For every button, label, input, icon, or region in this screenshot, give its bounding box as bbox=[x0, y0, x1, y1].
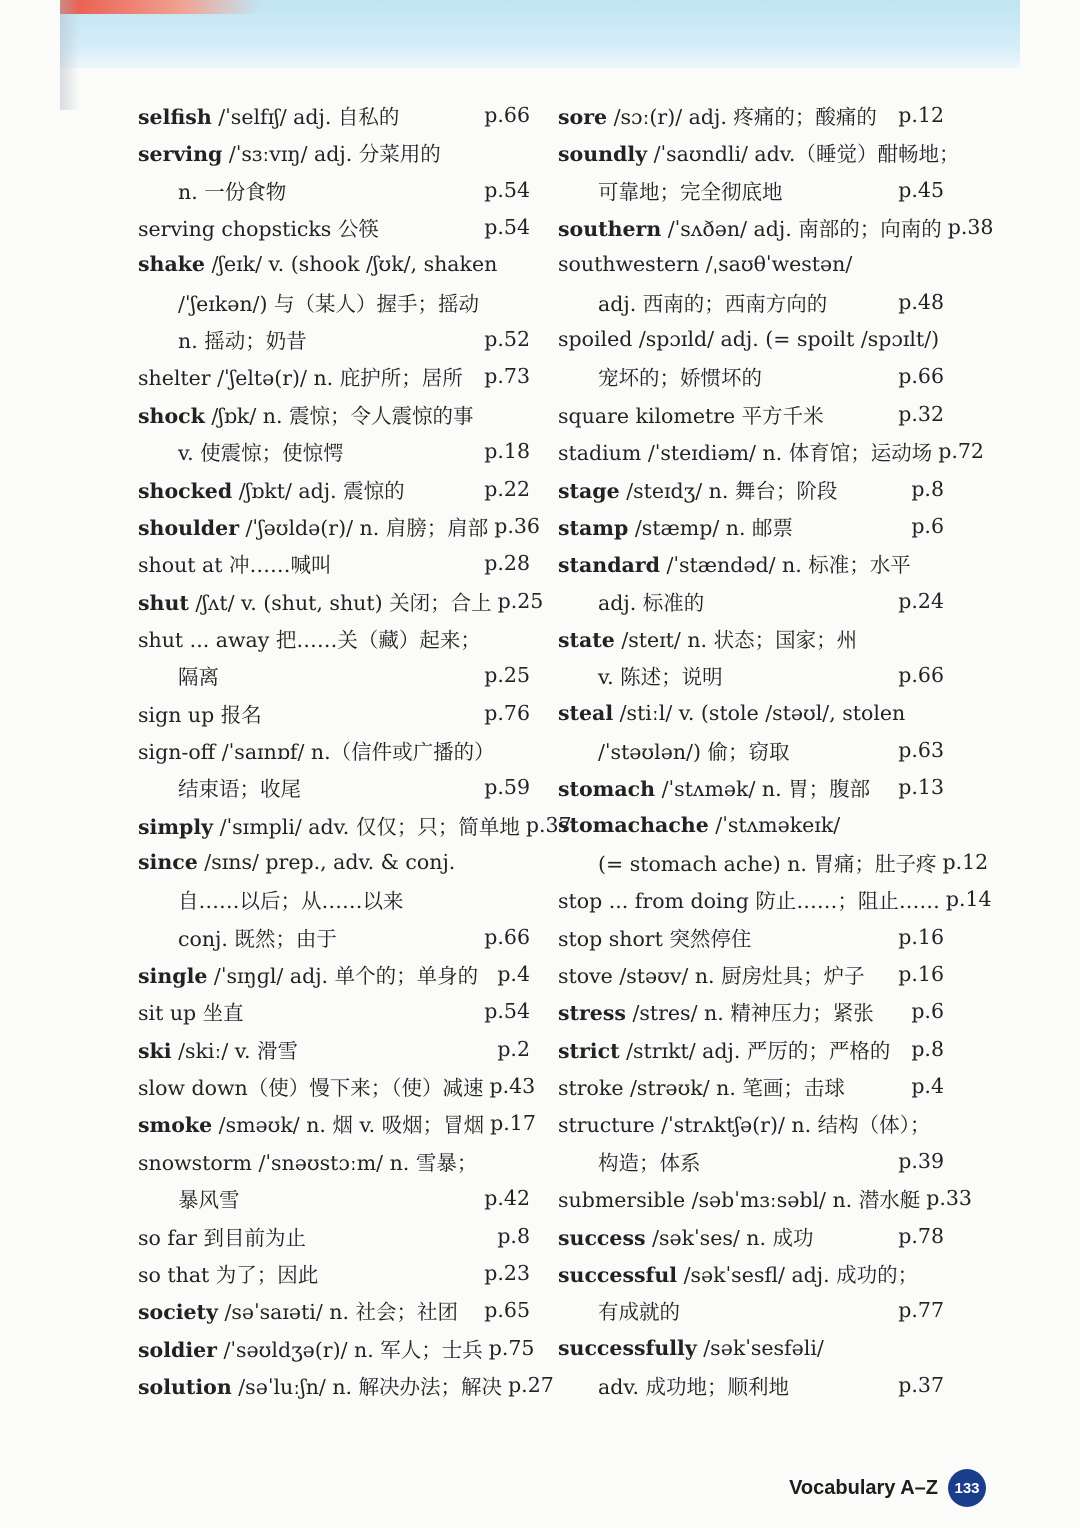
vocab-line bbox=[558, 210, 994, 244]
page-ref: p.4 bbox=[911, 1074, 944, 1099]
definition: shelter /ˈʃeltə(r)/ n. 庇护所；居所 bbox=[138, 366, 463, 391]
entry-text bbox=[138, 772, 301, 802]
page-ref: p.48 bbox=[898, 289, 944, 314]
page-ref: p.16 bbox=[898, 962, 944, 987]
page-ref: p.66 bbox=[898, 663, 944, 688]
vocab-line bbox=[558, 322, 944, 356]
headword: ski bbox=[138, 1038, 172, 1063]
vocab-line bbox=[138, 957, 530, 991]
definition: 暴风雪 bbox=[178, 1188, 240, 1213]
vocab-line bbox=[138, 621, 530, 655]
entry-text bbox=[558, 212, 942, 242]
definition: /səˈluːʃn/ n. 解决办法；解决 bbox=[231, 1374, 503, 1399]
headword: shocked bbox=[138, 478, 233, 503]
vocab-line bbox=[558, 98, 944, 132]
page-ref: p.54 bbox=[484, 999, 530, 1024]
definition: slow down（使）慢下来；（使）减速 bbox=[138, 1076, 484, 1101]
page-ref: p.4 bbox=[497, 962, 530, 987]
page-ref: p.66 bbox=[484, 924, 530, 949]
entry-text bbox=[138, 474, 405, 504]
definition: /steɪdʒ/ n. 舞台；阶段 bbox=[619, 478, 838, 503]
page-ref: p.54 bbox=[484, 215, 530, 240]
definition: 隔离 bbox=[178, 665, 219, 690]
page-ref: p.18 bbox=[484, 439, 530, 464]
entry-text bbox=[558, 474, 837, 504]
vocab-line bbox=[558, 845, 989, 879]
definition: /strɪkt/ adj. 严厉的；严格的 bbox=[619, 1038, 891, 1063]
entry-text bbox=[558, 327, 939, 351]
definition: adj. 标准的 bbox=[598, 590, 705, 615]
vocab-line bbox=[558, 434, 984, 468]
page-ref: p.72 bbox=[938, 439, 984, 464]
vocab-line bbox=[558, 1256, 944, 1290]
entry-text bbox=[558, 436, 932, 466]
definition: shout at 冲……喊叫 bbox=[138, 553, 332, 578]
page-ref: p.27 bbox=[508, 1372, 554, 1397]
definition: /ˈsɜːvɪŋ/ adj. 分菜用的 bbox=[222, 142, 441, 167]
vocab-line bbox=[138, 584, 544, 618]
entry-text bbox=[558, 623, 857, 653]
definition: /ˈselfɪʃ/ adj. 自私的 bbox=[211, 105, 400, 129]
vocab-line bbox=[138, 509, 540, 543]
entry-text bbox=[138, 1295, 458, 1325]
page-ref: p.22 bbox=[484, 476, 530, 501]
headword: shoulder bbox=[138, 515, 239, 540]
definition: /səkˈsesfəli/ bbox=[696, 1335, 824, 1360]
vocab-line bbox=[558, 509, 944, 543]
headword: selfish bbox=[138, 105, 212, 129]
page-ref: p.73 bbox=[484, 364, 530, 389]
page-ref: p.66 bbox=[484, 103, 530, 127]
entry-text bbox=[138, 511, 488, 541]
entry-text bbox=[138, 1071, 483, 1101]
definition: serving chopsticks 公筷 bbox=[138, 217, 379, 242]
page-ref: p.37 bbox=[898, 1372, 944, 1397]
entry-text bbox=[138, 137, 441, 167]
vocab-line bbox=[138, 285, 530, 319]
entry-text bbox=[138, 252, 497, 276]
page-ref: p.23 bbox=[484, 1260, 530, 1285]
vocab-line bbox=[138, 173, 530, 207]
entry-text bbox=[138, 1221, 306, 1251]
entry-text bbox=[558, 701, 905, 725]
page-ref: p.17 bbox=[490, 1111, 536, 1136]
entry-text bbox=[558, 847, 936, 877]
headword: simply bbox=[138, 814, 214, 839]
vocab-line bbox=[558, 1106, 944, 1140]
page-ref: p.38 bbox=[947, 215, 994, 240]
definition: stop short 突然停住 bbox=[558, 926, 752, 951]
headword: successful bbox=[558, 1262, 678, 1287]
headword: serving bbox=[138, 142, 223, 167]
page-ref: p.63 bbox=[898, 737, 944, 762]
definition: /ˈsaʊndli/ adv.（睡觉）酣畅地； bbox=[647, 142, 960, 167]
vocab-line bbox=[558, 285, 944, 319]
vocab-line bbox=[558, 920, 944, 954]
definition: stroke /strəʊk/ n. 笔画；击球 bbox=[558, 1076, 845, 1101]
definition: 有成就的 bbox=[598, 1300, 680, 1325]
page-ref: p.12 bbox=[898, 103, 944, 127]
page-footer bbox=[789, 1470, 986, 1506]
headword: success bbox=[558, 1225, 646, 1250]
headword: soundly bbox=[558, 142, 648, 167]
entry-text bbox=[558, 1034, 890, 1064]
definition: /skiː/ v. 滑雪 bbox=[171, 1038, 298, 1063]
page-number-badge: 133 bbox=[948, 1469, 986, 1507]
entry-text bbox=[558, 660, 723, 690]
definition: /ˈʃeɪkən/) 与（某人）握手；摇动 bbox=[178, 291, 479, 316]
entry-text bbox=[138, 1370, 502, 1400]
definition: square kilometre 平方千米 bbox=[558, 403, 824, 428]
headword: society bbox=[138, 1300, 218, 1325]
page-ref: p.25 bbox=[497, 588, 544, 613]
entry-text bbox=[138, 175, 286, 205]
entry-text bbox=[558, 287, 827, 317]
entry-text bbox=[558, 399, 824, 429]
entry-text bbox=[138, 586, 492, 616]
entry-text bbox=[138, 287, 479, 317]
entry-text bbox=[558, 100, 877, 130]
definition: /ˈsʌðən/ adj. 南部的；向南的 bbox=[661, 217, 942, 242]
vocab-line bbox=[138, 770, 530, 804]
entry-text bbox=[558, 361, 762, 391]
entry-text bbox=[558, 772, 870, 802]
entry-text bbox=[558, 511, 793, 541]
vocab-line bbox=[138, 247, 530, 281]
vocab-line bbox=[558, 1069, 944, 1103]
entry-text bbox=[138, 1183, 240, 1213]
page-ref: p.32 bbox=[898, 401, 944, 426]
vocab-line bbox=[138, 1368, 554, 1402]
entry-text bbox=[558, 922, 751, 952]
headword: shock bbox=[138, 403, 205, 428]
definition: /stiːl/ v. (stole /stəʊl/, stolen bbox=[613, 700, 906, 725]
definition: /ˈstəʊlən/) 偷；窃取 bbox=[598, 739, 790, 764]
headword: soldier bbox=[138, 1337, 217, 1362]
page-ref: p.52 bbox=[484, 327, 530, 352]
entry-text bbox=[138, 850, 455, 874]
vocab-line bbox=[138, 1256, 530, 1290]
headword: steal bbox=[558, 700, 614, 725]
vocab-line bbox=[558, 247, 944, 281]
definition: snowstorm /ˈsnəʊstɔːm/ n. 雪暴； bbox=[138, 1150, 478, 1175]
definition: /ʃɒk/ n. 震惊；令人震惊的事 bbox=[204, 403, 474, 428]
entry-text bbox=[138, 1034, 298, 1064]
definition: /sɪns/ prep., adv. & conj. bbox=[197, 850, 456, 874]
definition: /səkˈsesfl/ adj. 成功的； bbox=[677, 1262, 919, 1287]
page-ref: p.14 bbox=[945, 887, 992, 912]
definition: 可靠地；完全彻底地 bbox=[598, 179, 783, 204]
vocab-line bbox=[138, 1219, 530, 1253]
page-ref: p.66 bbox=[898, 364, 944, 389]
definition: structure /ˈstrʌktʃə(r)/ n. 结构（体）； bbox=[558, 1113, 931, 1138]
entry-text bbox=[138, 1333, 483, 1363]
definition: sit up 坐直 bbox=[138, 1001, 244, 1026]
definition: v. 陈述；说明 bbox=[598, 665, 723, 690]
definition: /səˈsaɪəti/ n. 社会；社团 bbox=[217, 1300, 459, 1325]
vocab-line bbox=[558, 882, 992, 916]
entry-text bbox=[558, 1146, 701, 1176]
vocab-line bbox=[558, 584, 944, 618]
page-ref: p.8 bbox=[497, 1223, 530, 1248]
vocab-line bbox=[138, 1181, 530, 1215]
page-ref: p.42 bbox=[484, 1186, 530, 1211]
entry-text bbox=[558, 1258, 918, 1288]
entry-text bbox=[138, 735, 495, 765]
vocab-line bbox=[138, 733, 530, 767]
definition: /stæmp/ n. 邮票 bbox=[628, 515, 793, 540]
vocab-line bbox=[558, 658, 944, 692]
definition: 自……以后；从……以来 bbox=[178, 889, 404, 914]
vocab-line bbox=[558, 696, 944, 730]
entry-text bbox=[138, 698, 262, 728]
page-ref: p.37 bbox=[525, 812, 572, 837]
definition: adj. 西南的；西南方向的 bbox=[598, 291, 828, 316]
definition: sign up 报名 bbox=[138, 702, 262, 727]
entry-text bbox=[138, 884, 404, 914]
entry-text bbox=[558, 252, 852, 276]
page-ref: p.12 bbox=[942, 850, 989, 874]
headword: stress bbox=[558, 1001, 626, 1026]
entry-text bbox=[138, 361, 463, 391]
vocab-line bbox=[138, 472, 530, 506]
vocab-line bbox=[558, 808, 944, 842]
page-ref: p.8 bbox=[911, 476, 944, 501]
definition: southwestern /ˌsaʊθˈwestən/ bbox=[558, 252, 853, 277]
definition: (= stomach ache) n. 胃痛；肚子疼 bbox=[598, 852, 937, 876]
headword: southern bbox=[558, 217, 662, 242]
vocab-line bbox=[558, 1368, 944, 1402]
headword: smoke bbox=[138, 1113, 213, 1138]
vocab-line bbox=[138, 920, 530, 954]
definition: so that 为了；因此 bbox=[138, 1262, 319, 1287]
page-ref: p.6 bbox=[911, 999, 944, 1024]
definition: /ˈstændəd/ n. 标准；水平 bbox=[659, 553, 911, 578]
page-ref: p.75 bbox=[488, 1335, 535, 1360]
vocab-line bbox=[558, 359, 944, 393]
entry-text bbox=[138, 399, 474, 429]
definition: /sɔː(r)/ adj. 疼痛的；酸痛的 bbox=[607, 105, 877, 129]
definition: submersible /səbˈmɜːsəbl/ n. 潜水艇 bbox=[558, 1188, 921, 1213]
header-tab-accent bbox=[60, 0, 260, 14]
entry-text bbox=[138, 1108, 484, 1138]
entry-text bbox=[558, 959, 865, 989]
headword: stage bbox=[558, 478, 620, 503]
definition: /steɪt/ n. 状态；国家；州 bbox=[614, 627, 858, 652]
vocab-line bbox=[138, 808, 572, 842]
entry-text bbox=[558, 175, 783, 205]
vocab-line bbox=[138, 210, 530, 244]
page-ref: p.2 bbox=[497, 1036, 530, 1061]
vocab-line bbox=[138, 1293, 530, 1327]
vocab-line bbox=[558, 957, 944, 991]
page-ref: p.6 bbox=[911, 513, 944, 538]
page-ref: p.78 bbox=[898, 1223, 944, 1248]
entry-text bbox=[558, 548, 911, 578]
entry-text bbox=[138, 100, 399, 130]
entry-text bbox=[558, 1183, 920, 1213]
vocab-line bbox=[138, 1069, 536, 1103]
vocab-line bbox=[558, 994, 944, 1028]
vocab-line bbox=[558, 546, 944, 580]
entry-text bbox=[138, 1146, 477, 1176]
entry-text bbox=[138, 623, 481, 653]
vocab-line bbox=[558, 1181, 972, 1215]
headword: shake bbox=[138, 252, 205, 277]
page-ref: p.16 bbox=[898, 924, 944, 949]
vocab-line bbox=[138, 359, 530, 393]
page-ref: p.8 bbox=[911, 1036, 944, 1061]
entry-text bbox=[138, 996, 244, 1026]
vocab-line bbox=[558, 1293, 944, 1327]
definition: conj. 既然；由于 bbox=[178, 926, 337, 951]
page-ref: p.25 bbox=[484, 663, 530, 688]
entry-text bbox=[138, 1258, 318, 1288]
entry-text bbox=[558, 1108, 930, 1138]
headword: since bbox=[138, 850, 198, 874]
definition: /ˈstʌməkeɪk/ bbox=[708, 812, 841, 837]
definition: 结束语；收尾 bbox=[178, 777, 301, 802]
entry-text bbox=[558, 996, 874, 1026]
definition: stadium /ˈsteɪdiəm/ n. 体育馆；运动场 bbox=[558, 441, 933, 466]
entry-text bbox=[138, 922, 337, 952]
entry-text bbox=[138, 959, 478, 989]
definition: /stres/ n. 精神压力；紧张 bbox=[625, 1001, 874, 1026]
headword: standard bbox=[558, 553, 660, 578]
entry-text bbox=[558, 813, 840, 837]
entry-text bbox=[558, 1071, 845, 1101]
vocab-line bbox=[558, 397, 944, 431]
definition: adv. 成功地；顺利地 bbox=[598, 1374, 790, 1399]
page-edge-shadow bbox=[60, 0, 80, 110]
definition: n. 摇动；奶昔 bbox=[178, 329, 307, 354]
vocab-line bbox=[138, 434, 530, 468]
headword: stomachache bbox=[558, 812, 709, 837]
definition: /ˈsəʊldʒə(r)/ n. 军人；士兵 bbox=[216, 1337, 483, 1362]
entry-text bbox=[138, 324, 307, 354]
definition: /ʃɒkt/ adj. 震惊的 bbox=[232, 478, 405, 503]
vocab-line bbox=[138, 98, 530, 132]
headword: strict bbox=[558, 1038, 620, 1063]
vocab-line bbox=[138, 658, 530, 692]
page-ref: p.77 bbox=[898, 1298, 944, 1323]
entry-text bbox=[558, 735, 789, 765]
page-ref: p.36 bbox=[494, 513, 540, 538]
page-ref: p.65 bbox=[484, 1298, 530, 1323]
vocab-line bbox=[138, 322, 530, 356]
vocab-line bbox=[558, 770, 944, 804]
vocab-line bbox=[138, 135, 530, 169]
vocab-line bbox=[558, 1219, 944, 1253]
page-ref: p.54 bbox=[484, 177, 530, 202]
headword: state bbox=[558, 627, 615, 652]
entry-text bbox=[558, 1336, 824, 1360]
vocab-line bbox=[138, 397, 530, 431]
definition: so far 到目前为止 bbox=[138, 1225, 307, 1250]
entry-text bbox=[138, 810, 520, 840]
entry-text bbox=[138, 660, 219, 690]
vocab-line bbox=[138, 1331, 535, 1365]
vocab-line bbox=[138, 882, 530, 916]
definition: /səkˈses/ n. 成功 bbox=[645, 1225, 814, 1250]
vocab-line bbox=[558, 1032, 944, 1066]
entry-text bbox=[558, 586, 704, 616]
page-ref: p.24 bbox=[898, 588, 944, 613]
header-band bbox=[60, 0, 1020, 68]
vocab-line bbox=[138, 1144, 530, 1178]
vocab-line bbox=[558, 1331, 944, 1365]
definition: /sməʊk/ n. 烟 v. 吸烟；冒烟 bbox=[212, 1113, 485, 1138]
headword: shut bbox=[138, 590, 189, 615]
vocab-line bbox=[138, 696, 530, 730]
definition: /ʃʌt/ v. (shut, shut) 关闭；合上 bbox=[188, 590, 492, 615]
vocab-line bbox=[138, 1032, 530, 1066]
definition: /ʃeɪk/ v. (shook /ʃʊk/, shaken bbox=[204, 252, 498, 277]
page-ref: p.13 bbox=[898, 775, 944, 800]
headword: successfully bbox=[558, 1335, 697, 1360]
entry-text bbox=[558, 1370, 789, 1400]
definition: shut ... away 把……关（藏）起来； bbox=[138, 627, 481, 652]
definition: /ˈsɪmpli/ adv. 仅仅；只；简单地 bbox=[213, 814, 520, 839]
entry-text bbox=[558, 1295, 680, 1325]
vocab-line bbox=[138, 994, 530, 1028]
entry-text bbox=[138, 436, 344, 466]
page-ref: p.28 bbox=[484, 551, 530, 576]
definition: 宠坏的；娇惯坏的 bbox=[598, 366, 762, 391]
definition: stove /stəʊv/ n. 厨房灶具；炉子 bbox=[558, 964, 865, 989]
vocab-line bbox=[558, 173, 944, 207]
entry-text bbox=[558, 137, 959, 167]
definition: /ˈstʌmək/ n. 胃；腹部 bbox=[655, 777, 871, 802]
headword: stomach bbox=[558, 777, 656, 802]
footer-section-label: Vocabulary A–Z bbox=[789, 1476, 938, 1499]
entry-text bbox=[138, 212, 379, 242]
definition: v. 使震惊；使惊愕 bbox=[178, 441, 344, 466]
entry-text bbox=[558, 884, 940, 914]
vocab-line bbox=[558, 135, 960, 169]
definition: /ˈsɪŋɡl/ adj. 单个的；单身的 bbox=[207, 964, 479, 989]
headword: sore bbox=[558, 105, 608, 129]
page-ref: p.39 bbox=[898, 1148, 944, 1173]
definition: stop ... from doing 防止……；阻止…… bbox=[558, 889, 940, 914]
definition: spoiled /spɔɪld/ adj. (= spoilt /spɔɪlt/) bbox=[558, 327, 940, 352]
headword: single bbox=[138, 964, 208, 989]
vocab-line bbox=[138, 546, 530, 580]
definition: n. 一份食物 bbox=[178, 179, 287, 204]
page-ref: p.43 bbox=[489, 1074, 536, 1099]
vocab-line bbox=[558, 1144, 944, 1178]
entry-text bbox=[558, 1221, 814, 1251]
vocab-line bbox=[558, 733, 944, 767]
definition: 构造；体系 bbox=[598, 1150, 701, 1175]
entry-text bbox=[138, 548, 332, 578]
definition: sign-off /ˈsaɪnɒf/ n.（信件或广播的） bbox=[138, 739, 495, 764]
page-ref: p.76 bbox=[484, 700, 530, 725]
headword: solution bbox=[138, 1374, 232, 1399]
page-ref: p.45 bbox=[898, 177, 944, 202]
page-ref: p.59 bbox=[484, 775, 530, 800]
vocab-line bbox=[558, 472, 944, 506]
vocab-line bbox=[558, 621, 944, 655]
headword: stamp bbox=[558, 515, 629, 540]
vocab-line bbox=[138, 1106, 536, 1140]
definition: /ˈʃəʊldə(r)/ n. 肩膀；肩部 bbox=[239, 515, 489, 540]
page-ref: p.33 bbox=[926, 1186, 972, 1211]
vocab-line bbox=[138, 845, 530, 879]
